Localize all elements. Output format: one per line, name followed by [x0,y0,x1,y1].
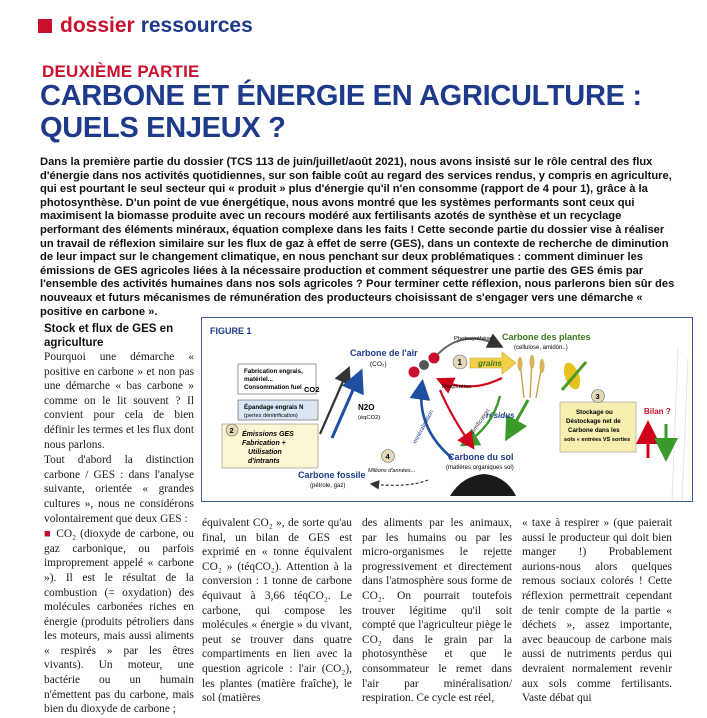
step-4-number: 4 [385,452,390,461]
header-ressources: ressources [140,14,253,37]
article-title: CARBONE ET ÉNERGIE EN AGRICULTURE : QUELS ENJEUX ? [40,80,642,144]
residus-label: résidus [486,411,515,420]
fossil-sub: (pétrole, gaz) [310,483,346,489]
mineralisation-label: minéralisation [412,409,436,445]
co2-label: CO2 [304,385,320,394]
wheat-background-icon [672,348,688,501]
bilan-label: Bilan ? [644,407,671,416]
fossil-title: Carbone fossile [298,470,366,480]
air-sub: (CO₂) [370,361,387,368]
bullet-icon: ■ [44,528,53,541]
figure-label: FIGURE 1 [210,326,252,336]
ges-line-1: Émissions GES [242,431,294,438]
ou-label: ou [654,440,661,446]
respiration-label: Respiration [442,384,472,390]
corn-icon [561,360,586,391]
soil-sub: (matières organiques sol) [446,465,514,471]
epandage-line-2: (pertes dénitrification) [244,413,298,419]
stock-line-1: Stockage ou [576,409,613,416]
figure-1 [201,317,693,502]
epandage-line-1: Épandage engrais N [244,404,304,411]
n2o-label: N2O [358,403,375,412]
n2o-sub: (éqCO2) [358,415,381,421]
molecule-carbon-icon [419,360,429,370]
stock-line-2: Déstockage net de [566,418,621,425]
fab-line-1: Fabrication engrais, [244,368,303,375]
article-intro: Dans la première partie du dossier (TCS 113 de juin/juillet/août 2021), nous avons insisté sur le rôle central des flux d'énergie dans nos activités quotidiennes, sur son faible coût au regard des services rendus, y compris en agriculture, qui est pourtant le seul secteur qui « produit » plus d'énergie qu'il n'en consomme (rapport de 4 pour 1), grâce à la photosynthèse. D'un point de vue énergétique, nous avons montré que les systèmes performants sont ceux qui maximisent la biomasse produite avec un recours modéré aux fertilisants azotés de synthèse et un recyclage performant des éléments minéraux, équation complexe dans les faits ! Cette seconde partie du dossier vise à réaliser un travail de réflexion similaire sur les flux de gaz à effet de serre (GES), dans un contexte de recherche de diminution de leur impact sur le changement climatique, en nous penchant sur deux problématiques : comment diminuer les émissions de GES agricoles liées à la nécessaire production et comment séquestrer une partie des GES émis par l'ensemble des activités humaines dans nos sols agricoles ? Pour terminer cette réflexion, nous parlerons bien sûr des nouveaux et futurs mécanismes de rémunération des producteurs choisissant de s'engager vers une démarche « positive en carbone ». [40,156,675,318]
text-column-1 [44,350,194,718]
section-heading: Stock et flux de GES en agriculture [44,323,174,349]
col1-paragraph-3-text: CO₂ (dioxyde de carbone, ou gaz carbonique, ou parfois improprement appelé « carbone »). Il est le résultat de la combustion (= oxydation) des molécules carbonées riches en énergie (produits pétroliers dans les moteurs, mais aussi aliments « respirés » par les êtres vivants). Un moteur, une bactérie ou un humain n'émettent pas du carbone, mais bien du dioxyde de carbone ; [44,528,194,716]
step-1-number: 1 [457,358,462,367]
soil-heap-icon [450,474,516,496]
text-column-2: équivalent CO₂ », de sorte qu'au final, un bilan de GES est exprimé en « tonne équivalent CO₂ » (téqCO₂). Attention à la conversion : 1 tonne de carbone équivaut à 3,66 téqCO₂. Le carbone, qui compose les molécules « énergie » du vivant, peut se trouver dans quatre compartiments en lien avec la question agricole : l'air (CO₂), les plantes (matière fraîche), le sol (matières [202,517,352,705]
header-square-icon [38,19,52,33]
molecule-oxygen-icon [409,367,420,378]
plants-title: Carbone des plantes [502,332,591,342]
col1-paragraph-1: Pourquoi une démarche « positive en carbone » et non pas une démarche « bas carbone » comme on le lit souvent ? Il convient pour cela de bien définir les termes et les flux dont nous parlons. [44,351,194,451]
col1-paragraph-3 [44,527,194,717]
fossil-formation-arrow [372,480,428,485]
grains-label: grains [478,359,503,368]
stock-line-3: Carbone dans les [568,427,620,434]
text-column-3: des aliments par les animaux, par les humains ou par les micro-organismes le rejette progressivement et directement dans l'atmosphère sous forme de CO₂. On pourrait toutefois trouver légitime qu'il soit compté que l'agriculteur piège le CO₂ dans le grain par la photosynthèse et que le consommateur le remet dans l'air par minéralisation/ respiration. Ce cycle est réel, [362,517,512,705]
col1-paragraph-2: Tout d'abord la distinction carbone / GES : dans l'analyse suivante, orientée « grandes cultures », nous ne considérons volontairement que deux GES : [44,454,194,525]
decomposition-arrow [440,390,472,446]
header-dossier: dossier [60,14,135,37]
photosynthese-label: Photosynthèse [454,336,493,342]
step-2-number: 2 [229,426,234,435]
article-kicker: DEUXIÈME PARTIE [42,62,200,81]
fab-line-3: Consommation fuel [244,384,302,391]
ges-line-2: Fabrication + [242,440,286,447]
fab-line-2: matériel... [244,376,273,383]
figure-diagram [202,318,692,501]
text-column-4: « taxe à respirer » (que paierait aussi le producteur qui doit bien manger !) Probablement aurions-nous alors quelques remous sociaux colorés ! Cette réflexion permettrait cependant de tenir compte de la partie « déchets », assez importante, avec beaucoup de carbone mais aussi de nutriments perdus qui devraient normalement revenir aux sols comme fertilisants. Vaste débat qui [522,517,672,705]
step-3-number: 3 [595,392,600,401]
millions-label: Millions d'années... [368,468,416,474]
soil-title: Carbone du sol [448,452,514,462]
ges-line-3: Utilisation [248,449,282,456]
wheat-icon [518,355,545,398]
stock-line-4: sols « entrées VS sorties [564,437,631,443]
molecule-oxygen-2-icon [429,353,440,364]
ges-line-4: d'intrants [248,458,280,465]
humification-label: humification [468,408,492,438]
n2o-arrow [332,374,360,438]
air-title: Carbone de l'air [350,348,418,358]
section-header [38,12,253,40]
plants-sub: (cellulose, amidon..) [514,345,568,351]
co2-arrow [320,370,348,434]
